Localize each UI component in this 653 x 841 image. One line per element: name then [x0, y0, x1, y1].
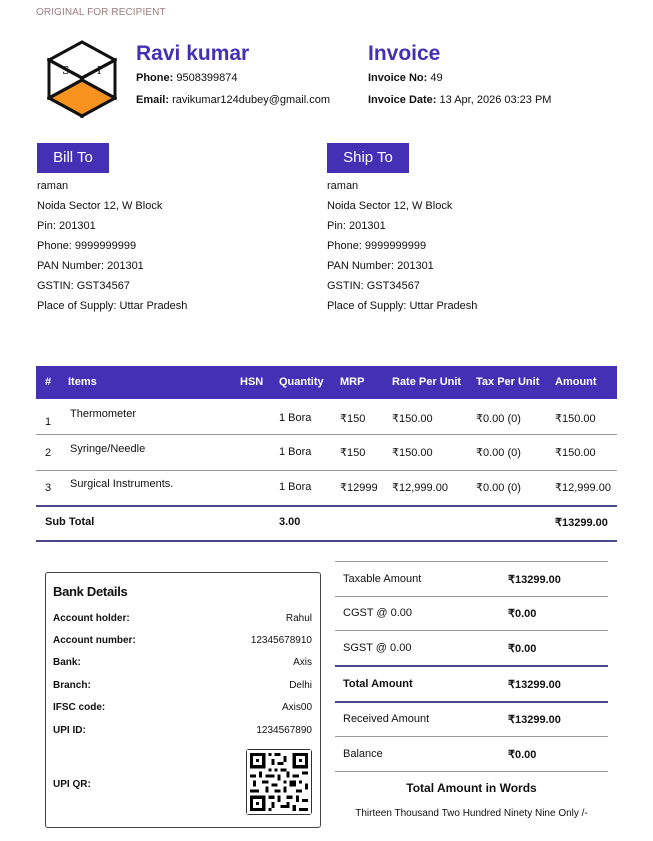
upi-qr-code — [246, 749, 312, 815]
logo-letter-s: S — [62, 64, 70, 77]
ship-to-line: Phone: 9999999999 — [327, 240, 427, 252]
row-tax: ₹0.00 (0) — [476, 447, 521, 459]
summary-row-balance — [335, 737, 608, 772]
col-amount: Amount — [555, 376, 597, 388]
row-mrp: ₹12999 — [340, 482, 378, 494]
col-hsn: HSN — [240, 376, 264, 388]
summary-label: Received Amount — [343, 713, 430, 725]
invoice-title: Invoice — [368, 42, 441, 65]
bank-details-box — [45, 572, 321, 828]
subtotal-amount: ₹13299.00 — [555, 517, 608, 529]
bill-to-line: PAN Number: 201301 — [37, 260, 144, 272]
row-rate: ₹150.00 — [392, 447, 433, 459]
summary-value: ₹13299.00 — [508, 574, 561, 586]
table-row — [36, 435, 617, 471]
col-mrp: MRP — [340, 376, 365, 388]
bank-value-upi: 1234567890 — [256, 725, 312, 736]
row-item: Surgical Instruments. — [70, 478, 174, 490]
summary-value: ₹13299.00 — [508, 714, 561, 726]
summary-row-cgst — [335, 596, 608, 631]
summary-row-taxable — [335, 561, 608, 597]
summary-label: Balance — [343, 748, 383, 760]
row-amount: ₹150.00 — [555, 447, 596, 459]
summary-value: ₹0.00 — [508, 749, 537, 761]
summary-value: ₹0.00 — [508, 608, 537, 620]
summary-label: Total Amount — [343, 678, 413, 690]
row-num: 3 — [45, 482, 52, 494]
summary-row-sgst — [335, 631, 608, 667]
row-rate: ₹12,999.00 — [392, 482, 448, 494]
upi-qr-label: UPI QR: — [53, 779, 91, 790]
amount-in-words: Thirteen Thousand Two Hundred Ninety Nine Only /- — [355, 808, 588, 819]
ship-to-line: Noida Sector 12, W Block — [327, 200, 453, 212]
bank-value-holder: Rahul — [285, 613, 312, 624]
subtotal-qty: 3.00 — [279, 516, 301, 528]
bill-to-line: Noida Sector 12, W Block — [37, 200, 163, 212]
seller-name: Ravi kumar — [136, 42, 250, 65]
ship-to-line: raman — [327, 180, 359, 192]
summary-value: ₹0.00 — [508, 643, 537, 655]
table-row — [36, 470, 617, 505]
ship-to-line: GSTIN: GST34567 — [327, 280, 420, 292]
row-qty: 1 Bora — [279, 481, 312, 493]
ship-to-line: Pin: 201301 — [327, 220, 386, 232]
bill-to-line: Phone: 9999999999 — [37, 240, 137, 252]
col-num: # — [45, 376, 52, 388]
table-row — [36, 399, 617, 435]
bank-label-bank: Bank: — [53, 657, 81, 668]
company-logo — [47, 40, 117, 118]
summary-row-received — [335, 702, 608, 737]
bank-label-branch: Branch: — [53, 680, 91, 691]
ship-to-line: PAN Number: 201301 — [327, 260, 434, 272]
col-quantity: Quantity — [279, 376, 324, 388]
row-amount: ₹150.00 — [555, 413, 596, 425]
bill-to-line: Pin: 201301 — [37, 220, 96, 232]
row-qty: 1 Bora — [279, 446, 312, 458]
bank-value-bank: Axis — [293, 657, 312, 668]
invoice-date: Invoice Date: 13 Apr, 2026 03:23 PM — [368, 94, 552, 106]
row-mrp: ₹150 — [340, 447, 366, 459]
summary-label: Taxable Amount — [343, 573, 422, 585]
subtotal-row — [36, 505, 617, 542]
original-banner: ORIGINAL FOR RECIPIENT — [36, 7, 166, 18]
row-tax: ₹0.00 (0) — [476, 482, 521, 494]
ship-to-address — [327, 176, 477, 316]
bank-label-holder: Account holder: — [53, 613, 130, 624]
seller-email: Email: ravikumar124dubey@gmail.com — [136, 94, 330, 106]
qr-icon — [247, 750, 311, 814]
row-num: 1 — [45, 416, 52, 428]
amount-in-words-title: Total Amount in Words — [406, 781, 537, 795]
seller-phone: Phone: 9508399874 — [136, 72, 238, 84]
row-amount: ₹12,999.00 — [555, 482, 611, 494]
bill-to-header: Bill To — [37, 143, 109, 173]
row-tax: ₹0.00 (0) — [476, 413, 521, 425]
summary-row-total — [335, 667, 608, 703]
bank-value-ifsc: Axis00 — [281, 702, 312, 713]
row-item: Thermometer — [70, 408, 137, 420]
invoice-number: Invoice No: 49 — [368, 72, 443, 84]
bank-details-title: Bank Details — [53, 584, 128, 599]
bank-value-account: 12345678910 — [250, 635, 312, 646]
bank-value-branch: Delhi — [289, 680, 312, 691]
bill-to-line: GSTIN: GST34567 — [37, 280, 130, 292]
summary-label: SGST @ 0.00 — [343, 642, 412, 654]
summary-value: ₹13299.00 — [508, 679, 561, 691]
summary-label: CGST @ 0.00 — [343, 607, 413, 619]
bill-to-line: raman — [37, 180, 69, 192]
bill-to-line: Place of Supply: Uttar Pradesh — [37, 300, 188, 312]
row-num: 2 — [45, 447, 52, 459]
logo-letter-i: I — [97, 64, 102, 77]
row-qty: 1 Bora — [279, 412, 312, 424]
col-items: Items — [68, 376, 97, 388]
ship-to-line: Place of Supply: Uttar Pradesh — [327, 300, 478, 312]
row-item: Syringe/Needle — [70, 443, 146, 455]
ship-to-header: Ship To — [327, 143, 409, 173]
bank-label-account: Account number: — [53, 635, 136, 646]
bank-label-upi: UPI ID: — [53, 725, 86, 736]
bill-to-address — [37, 176, 187, 316]
bank-label-ifsc: IFSC code: — [53, 702, 106, 713]
row-mrp: ₹150 — [340, 413, 366, 425]
col-tax: Tax Per Unit — [476, 376, 540, 388]
row-rate: ₹150.00 — [392, 413, 433, 425]
items-table-header — [36, 366, 617, 399]
subtotal-label: Sub Total — [45, 516, 95, 528]
col-rate: Rate Per Unit — [392, 376, 462, 388]
